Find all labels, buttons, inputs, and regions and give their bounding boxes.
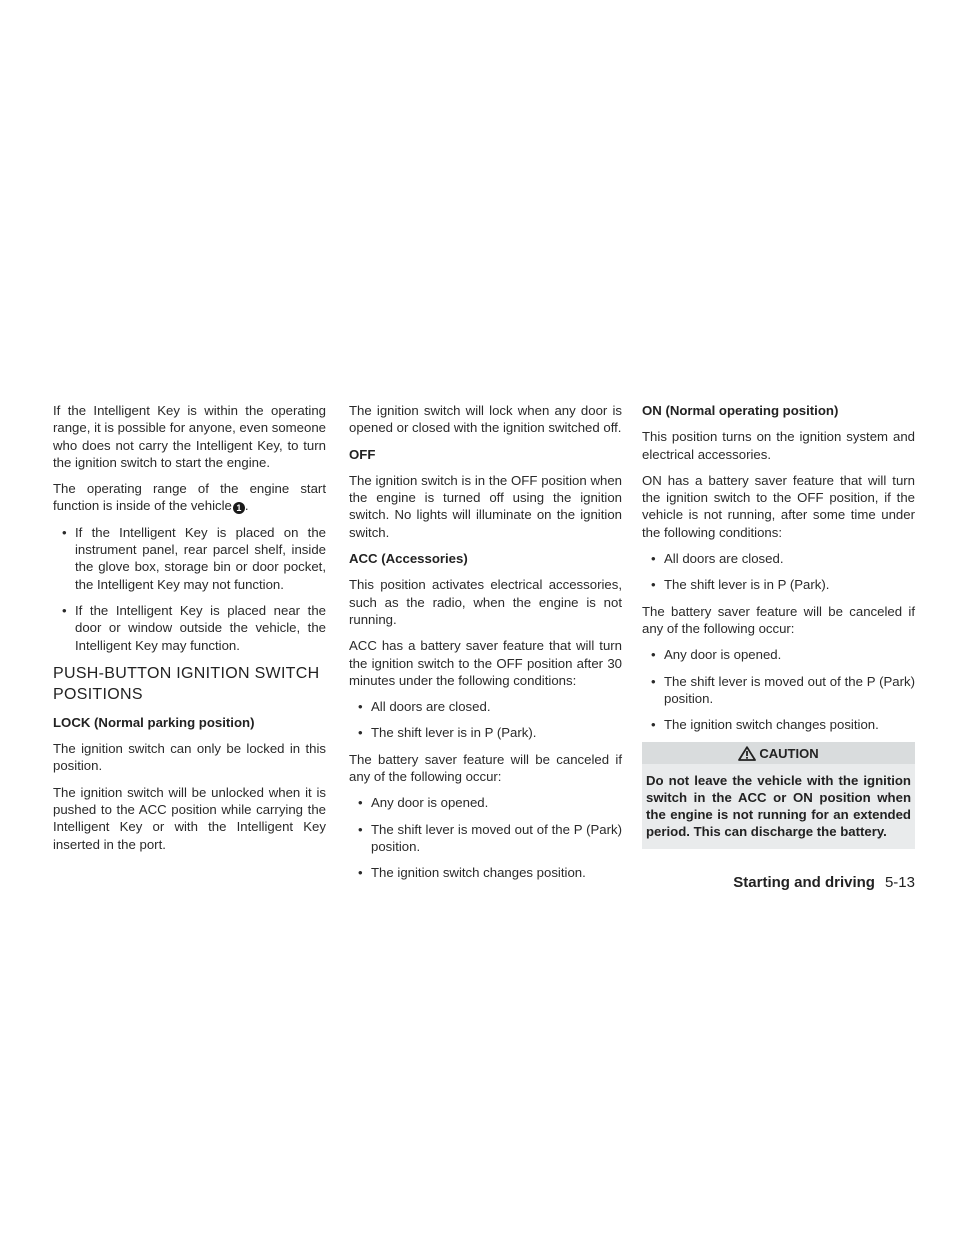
acc-conditions-list [349, 698, 622, 742]
list-item: • All doors are closed. [642, 550, 915, 567]
operating-range-text: The operating range of the engine start function is inside of the vehicle [53, 481, 326, 514]
lock-paragraph-1: The ignition switch can only be locked in this position. [53, 741, 326, 774]
acc-paragraph-2: ACC has a battery saver feature that will turn the ignition switch to the OFF position after 30 minutes under the following conditions: [349, 638, 622, 688]
section-name: Starting and driving [733, 874, 875, 891]
column-3 [642, 402, 915, 849]
list-item: • If the Intelligent Key is placed near the door or window outside the vehicle, the Intelligent Key may function. [53, 602, 326, 654]
callout-1-icon: 1 [233, 502, 245, 514]
list-item: • The shift lever is in P (Park). [642, 576, 915, 593]
on-cancel-list [642, 646, 915, 733]
caution-title: CAUTION [759, 745, 819, 761]
list-item: • The ignition switch changes position. [642, 716, 915, 733]
list-item: • Any door is opened. [349, 794, 622, 811]
list-item: • The shift lever is moved out of the P (Park) position. [642, 673, 915, 708]
caution-header [642, 742, 915, 764]
page-number: 5-13 [884, 874, 915, 891]
on-heading: ON (Normal operating position) [642, 403, 839, 418]
off-paragraph: The ignition switch is in the OFF position when the engine is turned off using the ignition switch. No lights will illuminate on the ignition switch. [349, 472, 622, 540]
acc-heading: ACC (Accessories) [349, 551, 468, 567]
on-paragraph-1: This position turns on the ignition system and electrical accessories. [642, 429, 915, 462]
section-heading: PUSH-BUTTON IGNITION SWITCH POSITIONS [53, 664, 320, 703]
acc-cancel-list [349, 794, 622, 881]
list-item: • The ignition switch changes position. [349, 864, 622, 881]
warning-triangle-icon [738, 746, 756, 761]
intro-paragraph: If the Intelligent Key is within the operating range, it is possible for anyone, even someone who does not carry the Intelligent Key, to turn the ignition switch to start the engine. [53, 403, 326, 470]
key-placement-list [53, 524, 326, 654]
caution-text: Do not leave the vehicle with the ignition switch in the ACC or ON position when the engine is not running for an extended period. This can discharge the battery. [642, 764, 915, 849]
lock-heading: LOCK (Normal parking position) [53, 714, 255, 730]
acc-cancel-paragraph: The battery saver feature will be canceled if any of the following occur: [349, 751, 622, 785]
caution-box [642, 742, 915, 849]
list-item: • All doors are closed. [349, 698, 622, 715]
on-conditions-list [642, 550, 915, 594]
column-2 [349, 402, 622, 891]
operating-range-paragraph [53, 480, 326, 515]
lock-paragraph-2: The ignition switch will be unlocked when it is pushed to the ACC position while carrying the Intelligent Key or with the Intelligent Key inserted in the port. [53, 784, 326, 852]
off-heading: OFF [349, 446, 376, 462]
list-item: • Any door is opened. [642, 646, 915, 663]
list-item: • If the Intelligent Key is placed on the instrument panel, rear parcel shelf, inside the glove box, storage bin or door pocket, the Intelligent Key may not function. [53, 524, 326, 593]
page-footer [733, 874, 915, 891]
list-item: • The shift lever is moved out of the P (Park) position. [349, 821, 622, 856]
acc-paragraph-1: This position activates electrical accessories, such as the radio, when the engine is not running. [349, 577, 622, 627]
operating-range-period: . [244, 498, 249, 514]
column-1 [53, 402, 326, 862]
on-paragraph-2: ON has a battery saver feature that will turn the ignition switch to the OFF position, if the vehicle is not running, after some time under the following conditions: [642, 472, 915, 540]
on-cancel-paragraph: The battery saver feature will be canceled if any of the following occur: [642, 603, 915, 636]
list-item: • The shift lever is in P (Park). [349, 724, 622, 741]
lock-paragraph-3: The ignition switch will lock when any door is opened or closed with the ignition switched off. [349, 403, 622, 436]
